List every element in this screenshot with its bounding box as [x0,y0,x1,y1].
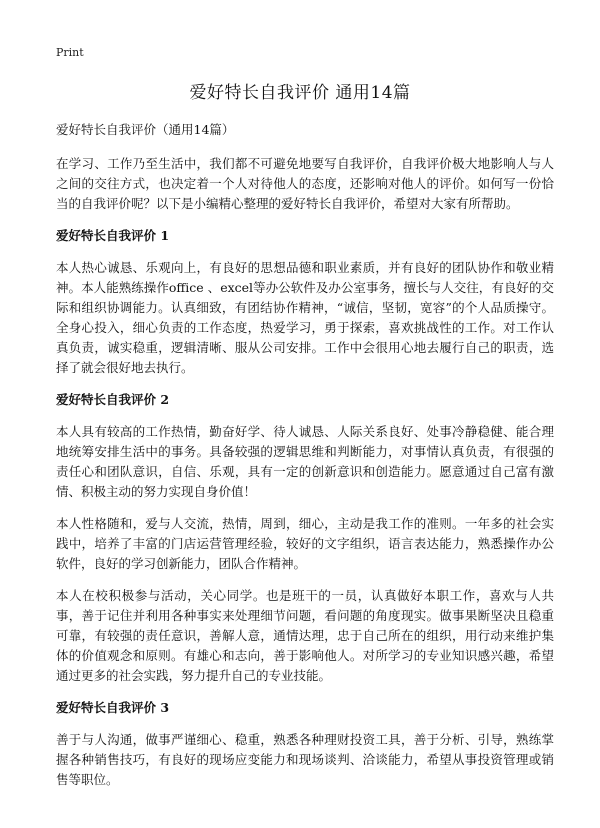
section-heading: 爱好特长自我评价 3 [56,700,170,715]
intro-paragraph: 在学习、工作乃至生活中，我们都不可避免地要写自我评价，自我评价极大地影响人与人之间的交往方式，也决定着一个人对待他人的态度，还影响对他人的评价。如何写一份恰当的自我评价呢？以下是小编精心整理的爱好特长自我评价，希望对大家有所帮助。 [56,156,554,211]
section-1 [56,226,554,378]
document-title: 爱好特长自我评价 通用14篇 [189,83,411,103]
section-paragraph: 本人在校积极参与活动，关心同学。也是班干的一员，认真做好本职工作，喜欢与人共事，善于记住并利用各种事实来处理细节问题，看问题的角度现实。做事果断坚决且稳重可靠，有较强的责任意识，善解人意，通情达理，忠于自己所在的组织，用行动来维护集体的价值观念和原则。有雄心和志向，善于影响他人。对所学习的专业知识感兴趣，希望通过更多的社会实践，努力提升自己的专业技能。 [56,588,554,683]
section-paragraph: 本人具有较高的工作热情，勤奋好学、待人诚恳、人际关系良好、处事冷静稳健、能合理地统筹安排生活中的事务。具备较强的逻辑思维和判断能力，对事情认真负责，有很强的责任心和团队意识，自信、乐观，具有一定的创新意识和创造能力。愿意通过自己富有激情、积极主动的努力实现自身价值！ [56,424,554,499]
section-heading: 爱好特长自我评价 2 [56,392,170,407]
document-subtitle: 爱好特长自我评价（通用14篇） [56,122,235,137]
section-heading: 爱好特长自我评价 1 [56,228,170,243]
document-body [56,120,554,802]
section-paragraph: 善于与人沟通，做事严谨细心、稳重，熟悉各种理财投资工具，善于分析、引导，熟练掌握各种销售技巧，有良好的现场应变能力和现场谈判、洽谈能力，希望从事投资管理或销售等职位。 [56,732,554,787]
section-paragraph: 本人性格随和，爱与人交流，热情，周到，细心，主动是我工作的准则。一年多的社会实践中，培养了丰富的门店运营管理经验，较好的文字组织，语言表达能力，熟悉操作办公软件，良好的学习创新能力，团队合作精神。 [56,516,554,571]
section-paragraph: 本人热心诚恳、乐观向上，有良好的思想品德和职业素质，并有良好的团队协作和敬业精神。本人能熟练操作office 、excel等办公软件及办公室事务，擅长与人交往，有良好的交际和组织协调能力。认真细致，有团结协作精神，“诚信，坚韧，宽容”的个人品质操守。全身心投入，细心负责的工作态度，热爱学习，勇于探索，喜欢挑战性的工作。对工作认真负责，诚实稳重，逻辑清晰、服从公司安排。工作中会很用心地去履行自己的职责，选择了就会很好地去执行。 [56,260,554,375]
print-label[interactable]: Print [56,46,84,59]
section-2 [56,390,554,686]
section-3 [56,698,554,790]
